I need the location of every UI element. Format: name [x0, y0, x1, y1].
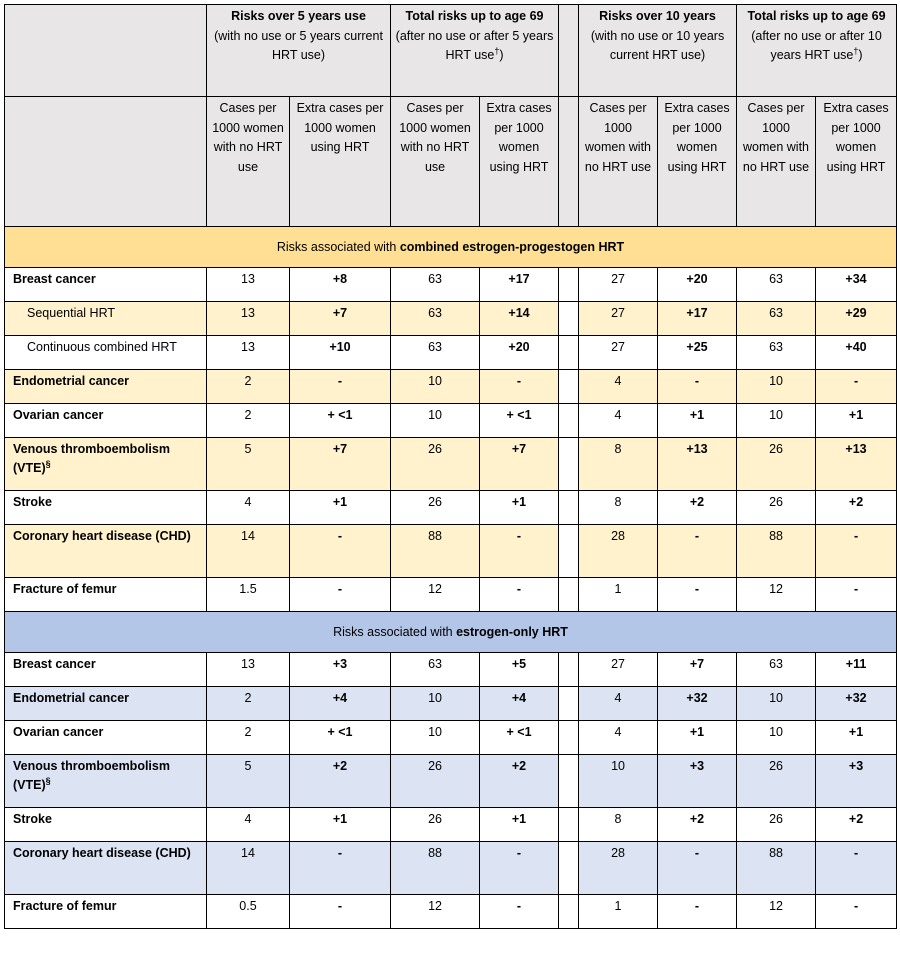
- cell-extra-cases: +17: [480, 268, 559, 302]
- column-gap: [559, 653, 579, 687]
- cell-cases: 4: [207, 491, 290, 525]
- cell-extra-cases: +1: [658, 721, 737, 755]
- table-row: [5, 755, 897, 808]
- cell-cases: 26: [737, 755, 816, 808]
- cell-cases: 2: [207, 370, 290, 404]
- cell-cases: 10: [737, 370, 816, 404]
- cell-extra-cases: + <1: [290, 721, 391, 755]
- cell-extra-cases: +40: [816, 336, 897, 370]
- cell-cases: 10: [579, 755, 658, 808]
- column-gap: [559, 721, 579, 755]
- cell-extra-cases: +7: [480, 438, 559, 491]
- cell-cases: 88: [737, 842, 816, 895]
- cell-extra-cases: +8: [290, 268, 391, 302]
- section-title-emphasis: combined estrogen-progestogen HRT: [399, 239, 625, 254]
- header-cases: Cases per 1000 women with no HRT use: [737, 97, 816, 227]
- row-label: [5, 302, 207, 336]
- cell-cases: 10: [737, 687, 816, 721]
- header-corner: [5, 5, 207, 97]
- cell-extra-cases: -: [658, 525, 737, 578]
- cell-cases: 14: [207, 525, 290, 578]
- row-label-text: Ovarian cancer: [13, 725, 104, 739]
- cell-cases: 4: [579, 687, 658, 721]
- cell-cases: 26: [737, 808, 816, 842]
- cell-cases: 8: [579, 808, 658, 842]
- cell-cases: 63: [391, 268, 480, 302]
- cell-extra-cases: -: [658, 842, 737, 895]
- cell-extra-cases: +1: [480, 491, 559, 525]
- cell-extra-cases: +1: [658, 404, 737, 438]
- cell-cases: 63: [737, 302, 816, 336]
- cell-extra-cases: +1: [290, 808, 391, 842]
- cell-extra-cases: -: [290, 370, 391, 404]
- cell-extra-cases: +1: [816, 721, 897, 755]
- cell-extra-cases: +13: [658, 438, 737, 491]
- table-row: [5, 370, 897, 404]
- row-label-text: Ovarian cancer: [13, 408, 104, 422]
- cell-cases: 26: [737, 438, 816, 491]
- table-row: [5, 653, 897, 687]
- section-band-estrogen: [5, 612, 897, 653]
- cell-extra-cases: -: [658, 895, 737, 929]
- cell-extra-cases: + <1: [290, 404, 391, 438]
- cell-cases: 27: [579, 336, 658, 370]
- cell-extra-cases: +1: [480, 808, 559, 842]
- section-title: [5, 612, 897, 653]
- cell-extra-cases: -: [480, 578, 559, 612]
- row-label: [5, 578, 207, 612]
- cell-cases: 27: [579, 653, 658, 687]
- table-row: [5, 336, 897, 370]
- cell-cases: 8: [579, 438, 658, 491]
- column-gap: [559, 302, 579, 336]
- row-label: [5, 370, 207, 404]
- header-cases: Cases per 1000 women with no HRT use: [579, 97, 658, 227]
- column-gap: [559, 268, 579, 302]
- header-extra: Extra cases per 1000 women using HRT: [290, 97, 391, 227]
- header-row-groups: [5, 5, 897, 97]
- cell-extra-cases: +7: [290, 438, 391, 491]
- row-label-text: Breast cancer: [13, 272, 96, 286]
- header-group-subtitle: (after no use or after 5 years HRT use: [395, 28, 554, 62]
- cell-cases: 63: [737, 268, 816, 302]
- cell-cases: 2: [207, 721, 290, 755]
- cell-cases: 26: [391, 491, 480, 525]
- table-row: [5, 268, 897, 302]
- row-label-text: Sequential HRT: [27, 306, 116, 320]
- cell-extra-cases: -: [480, 370, 559, 404]
- cell-cases: 5: [207, 438, 290, 491]
- cell-extra-cases: +2: [816, 491, 897, 525]
- cell-cases: 12: [737, 895, 816, 929]
- cell-extra-cases: -: [816, 525, 897, 578]
- cell-extra-cases: +4: [290, 687, 391, 721]
- table-row: [5, 808, 897, 842]
- cell-cases: 4: [579, 404, 658, 438]
- row-label-text: Breast cancer: [13, 657, 96, 671]
- header-row-subcolumns: [5, 97, 897, 227]
- row-label: [5, 268, 207, 302]
- section-title-emphasis: estrogen-only HRT: [456, 624, 568, 639]
- header-group-total-10yr: [737, 5, 897, 97]
- header-group-total-5yr: [391, 5, 559, 97]
- header-group-subtitle: (after no use or after 10 years HRT use: [751, 28, 882, 62]
- row-label-text: Endometrial cancer: [13, 374, 130, 388]
- cell-extra-cases: +3: [658, 755, 737, 808]
- cell-extra-cases: +20: [480, 336, 559, 370]
- cell-extra-cases: -: [290, 525, 391, 578]
- cell-extra-cases: +3: [816, 755, 897, 808]
- cell-extra-cases: -: [480, 895, 559, 929]
- cell-cases: 10: [391, 721, 480, 755]
- cell-extra-cases: +5: [480, 653, 559, 687]
- column-gap: [559, 97, 579, 227]
- section-title: [5, 227, 897, 268]
- header-corner: [5, 97, 207, 227]
- row-label-text: Coronary heart disease (CHD): [13, 529, 191, 543]
- cell-cases: 88: [391, 525, 480, 578]
- section-title-prefix: Risks associated with: [276, 239, 400, 254]
- header-group-subtitle-tail: ): [499, 48, 504, 62]
- cell-cases: 63: [391, 336, 480, 370]
- cell-cases: 28: [579, 842, 658, 895]
- header-extra: Extra cases per 1000 women using HRT: [658, 97, 737, 227]
- row-label-text: Venous thromboembolism (VTE): [13, 442, 170, 475]
- cell-extra-cases: -: [480, 525, 559, 578]
- column-gap: [559, 755, 579, 808]
- cell-extra-cases: -: [816, 578, 897, 612]
- table-row: [5, 842, 897, 895]
- cell-cases: 63: [391, 653, 480, 687]
- row-label-text: Venous thromboembolism (VTE): [13, 759, 170, 792]
- cell-extra-cases: +2: [658, 491, 737, 525]
- cell-extra-cases: +34: [816, 268, 897, 302]
- cell-cases: 2: [207, 404, 290, 438]
- cell-extra-cases: +7: [290, 302, 391, 336]
- header-cases: Cases per 1000 women with no HRT use: [207, 97, 290, 227]
- cell-extra-cases: +1: [290, 491, 391, 525]
- header-group-10yr: [579, 5, 737, 97]
- cell-extra-cases: +20: [658, 268, 737, 302]
- cell-extra-cases: +14: [480, 302, 559, 336]
- row-label: [5, 842, 207, 895]
- cell-extra-cases: -: [816, 842, 897, 895]
- cell-extra-cases: +2: [658, 808, 737, 842]
- cell-cases: 12: [391, 578, 480, 612]
- row-label: [5, 755, 207, 808]
- table-row: [5, 525, 897, 578]
- cell-extra-cases: +1: [816, 404, 897, 438]
- table-row: [5, 302, 897, 336]
- row-label-text: Fracture of femur: [13, 899, 117, 913]
- column-gap: [559, 5, 579, 97]
- header-group-title: Risks over 5 years use: [231, 9, 366, 23]
- row-label-text: Fracture of femur: [13, 582, 117, 596]
- section-title-prefix: Risks associated with: [333, 624, 457, 639]
- table-row: [5, 895, 897, 929]
- header-group-subtitle: (with no use or 5 years current HRT use): [214, 28, 383, 62]
- row-label: [5, 653, 207, 687]
- column-gap: [559, 438, 579, 491]
- cell-cases: 1.5: [207, 578, 290, 612]
- cell-extra-cases: +2: [290, 755, 391, 808]
- cell-cases: 12: [391, 895, 480, 929]
- row-label: [5, 895, 207, 929]
- cell-cases: 1: [579, 895, 658, 929]
- row-label-text: Endometrial cancer: [13, 691, 130, 705]
- column-gap: [559, 491, 579, 525]
- row-label: [5, 808, 207, 842]
- cell-extra-cases: -: [290, 578, 391, 612]
- cell-cases: 63: [737, 336, 816, 370]
- cell-cases: 26: [737, 491, 816, 525]
- cell-cases: 63: [737, 653, 816, 687]
- dagger-mark: †: [853, 45, 859, 56]
- cell-extra-cases: +11: [816, 653, 897, 687]
- cell-cases: 10: [737, 404, 816, 438]
- cell-cases: 14: [207, 842, 290, 895]
- cell-extra-cases: +17: [658, 302, 737, 336]
- cell-cases: 13: [207, 302, 290, 336]
- row-label-text: Stroke: [13, 812, 52, 826]
- header-group-subtitle: (with no use or 10 years current HRT use): [590, 28, 725, 62]
- row-label: [5, 438, 207, 491]
- dagger-mark: †: [494, 45, 500, 56]
- column-gap: [559, 842, 579, 895]
- cell-cases: 4: [579, 721, 658, 755]
- column-gap: [559, 336, 579, 370]
- cell-extra-cases: +32: [658, 687, 737, 721]
- column-gap: [559, 404, 579, 438]
- cell-cases: 88: [391, 842, 480, 895]
- row-label: [5, 404, 207, 438]
- cell-extra-cases: -: [816, 370, 897, 404]
- header-group-subtitle-tail: ): [858, 48, 863, 62]
- section-mark: §: [45, 458, 51, 469]
- cell-cases: 63: [391, 302, 480, 336]
- cell-extra-cases: +3: [290, 653, 391, 687]
- cell-extra-cases: +2: [480, 755, 559, 808]
- cell-cases: 26: [391, 755, 480, 808]
- column-gap: [559, 578, 579, 612]
- cell-extra-cases: +25: [658, 336, 737, 370]
- cell-cases: 12: [737, 578, 816, 612]
- column-gap: [559, 525, 579, 578]
- header-group-title: Risks over 10 years: [599, 9, 716, 23]
- header-extra: Extra cases per 1000 women using HRT: [480, 97, 559, 227]
- header-extra: Extra cases per 1000 women using HRT: [816, 97, 897, 227]
- cell-cases: 27: [579, 302, 658, 336]
- cell-extra-cases: -: [658, 370, 737, 404]
- cell-cases: 8: [579, 491, 658, 525]
- cell-cases: 0.5: [207, 895, 290, 929]
- cell-cases: 28: [579, 525, 658, 578]
- cell-cases: 10: [737, 721, 816, 755]
- row-label: [5, 336, 207, 370]
- cell-extra-cases: +13: [816, 438, 897, 491]
- table-row: [5, 491, 897, 525]
- cell-extra-cases: +7: [658, 653, 737, 687]
- row-label: [5, 491, 207, 525]
- table-row: [5, 404, 897, 438]
- cell-extra-cases: +32: [816, 687, 897, 721]
- cell-extra-cases: + <1: [480, 721, 559, 755]
- cell-cases: 10: [391, 404, 480, 438]
- header-group-title: Total risks up to age 69: [747, 9, 886, 23]
- row-label-text: Stroke: [13, 495, 52, 509]
- row-label-text: Continuous combined HRT: [27, 340, 177, 354]
- cell-cases: 1: [579, 578, 658, 612]
- column-gap: [559, 370, 579, 404]
- cell-cases: 10: [391, 687, 480, 721]
- cell-extra-cases: -: [480, 842, 559, 895]
- cell-cases: 4: [207, 808, 290, 842]
- cell-cases: 27: [579, 268, 658, 302]
- row-label: [5, 687, 207, 721]
- cell-extra-cases: + <1: [480, 404, 559, 438]
- cell-cases: 26: [391, 808, 480, 842]
- cell-cases: 2: [207, 687, 290, 721]
- cell-cases: 10: [391, 370, 480, 404]
- header-cases: Cases per 1000 women with no HRT use: [391, 97, 480, 227]
- table-row: [5, 721, 897, 755]
- header-group-title: Total risks up to age 69: [405, 9, 544, 23]
- column-gap: [559, 808, 579, 842]
- header-group-5yr: [207, 5, 391, 97]
- cell-extra-cases: -: [658, 578, 737, 612]
- section-mark: §: [45, 775, 51, 786]
- cell-extra-cases: +2: [816, 808, 897, 842]
- table-row: [5, 438, 897, 491]
- cell-cases: 13: [207, 268, 290, 302]
- table-row: [5, 687, 897, 721]
- cell-cases: 13: [207, 336, 290, 370]
- cell-cases: 4: [579, 370, 658, 404]
- row-label: [5, 525, 207, 578]
- cell-extra-cases: +4: [480, 687, 559, 721]
- cell-cases: 26: [391, 438, 480, 491]
- cell-cases: 13: [207, 653, 290, 687]
- cell-extra-cases: -: [816, 895, 897, 929]
- column-gap: [559, 895, 579, 929]
- cell-extra-cases: +10: [290, 336, 391, 370]
- cell-cases: 88: [737, 525, 816, 578]
- cell-extra-cases: -: [290, 895, 391, 929]
- cell-cases: 5: [207, 755, 290, 808]
- table-row: [5, 578, 897, 612]
- row-label-text: Coronary heart disease (CHD): [13, 846, 191, 860]
- cell-extra-cases: -: [290, 842, 391, 895]
- section-band-combined: [5, 227, 897, 268]
- column-gap: [559, 687, 579, 721]
- row-label: [5, 721, 207, 755]
- hrt-risk-table: [4, 4, 897, 929]
- cell-extra-cases: +29: [816, 302, 897, 336]
